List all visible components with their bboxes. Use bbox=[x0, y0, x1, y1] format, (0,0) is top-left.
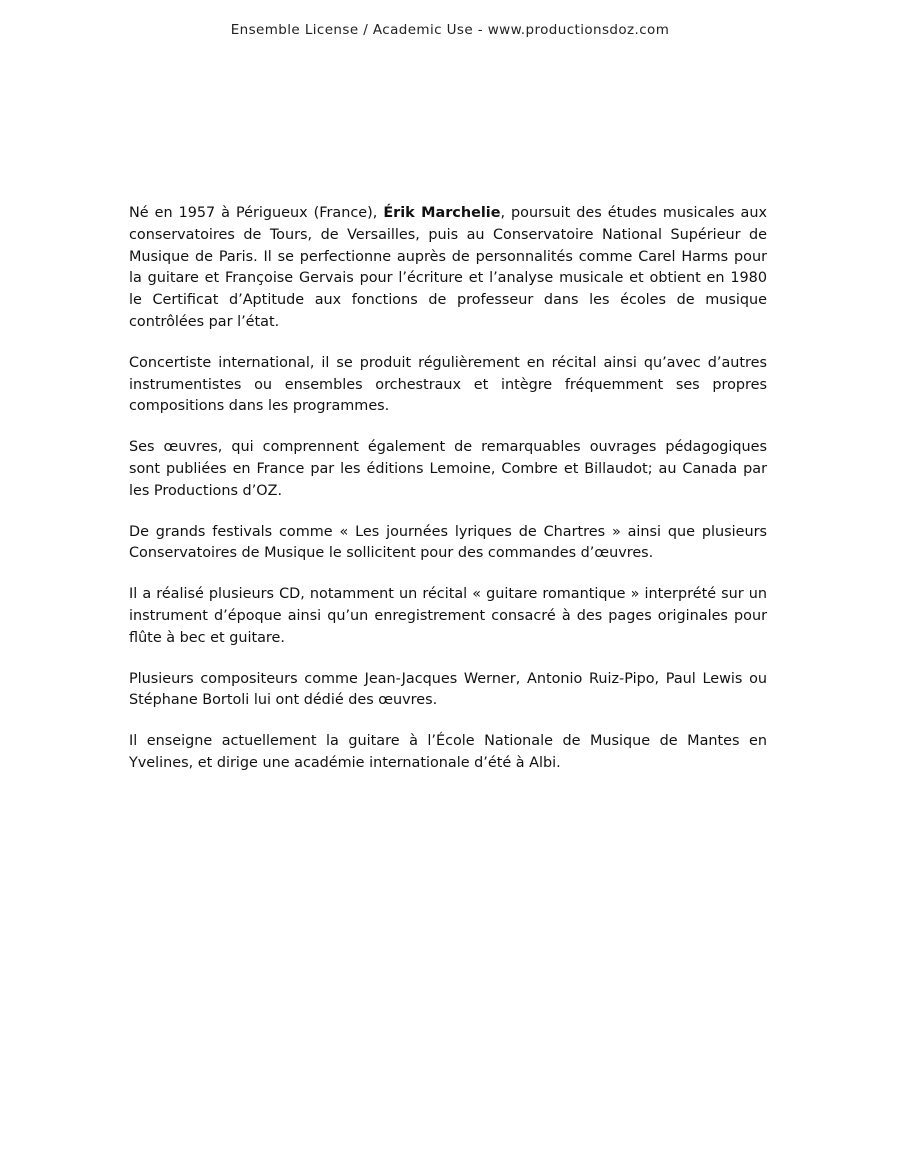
bio-paragraph-1-rest: , poursuit des études musicales aux conservatoires de Tours, de Versailles, puis au Conservatoire National Supérieur de Musique de Paris. Il se perfectionne auprès de personnalités comme Carel Harms pour la guitare et Françoise Gervais pour l’écriture et l’analyse musicale et obtient en 1980 le Certificat d’Aptitude aux fonctions de professeur dans les écoles de musique contrôlées par l’état. bbox=[129, 205, 767, 330]
bio-paragraph-5: Il a réalisé plusieurs CD, notamment un récital « guitare romantique » interprété sur un instrument d’époque ainsi qu’un enregistrement consacré à des pages originales pour flûte à bec et guitare. bbox=[129, 586, 767, 646]
bio-paragraph-7: Il enseigne actuellement la guitare à l’École Nationale de Musique de Mantes en Yvelines, et dirige une académie internationale d’été à Albi. bbox=[129, 733, 767, 771]
biography-text bbox=[129, 203, 767, 794]
bio-paragraph-3: Ses œuvres, qui comprennent également de remarquables ouvrages pédagogiques sont publiées en France par les éditions Lemoine, Combre et Billaudot; au Canada par les Productions d’OZ. bbox=[129, 439, 767, 499]
bio-paragraph-2: Concertiste international, il se produit régulièrement en récital ainsi qu’avec d’autres instrumentistes ou ensembles orchestraux et intègre fréquemment ses propres compositions dans les programmes. bbox=[129, 354, 767, 415]
bio-intro-text: Né en 1957 à Périgueux (France), bbox=[129, 205, 384, 221]
composer-name: Érik Marchelie bbox=[383, 205, 501, 221]
bio-paragraph-1 bbox=[129, 203, 767, 334]
license-header: Ensemble License / Academic Use - www.productionsdoz.com bbox=[230, 22, 670, 38]
bio-paragraph-4: De grands festivals comme « Les journées lyriques de Chartres » ainsi que plusieurs Conservatoires de Musique le sollicitent pour des commandes d’œuvres. bbox=[129, 523, 767, 562]
bio-paragraph-6: Plusieurs compositeurs comme Jean-Jacques Werner, Antonio Ruiz-Pipo, Paul Lewis ou Stéphane Bortoli lui ont dédié des œuvres. bbox=[129, 670, 767, 709]
